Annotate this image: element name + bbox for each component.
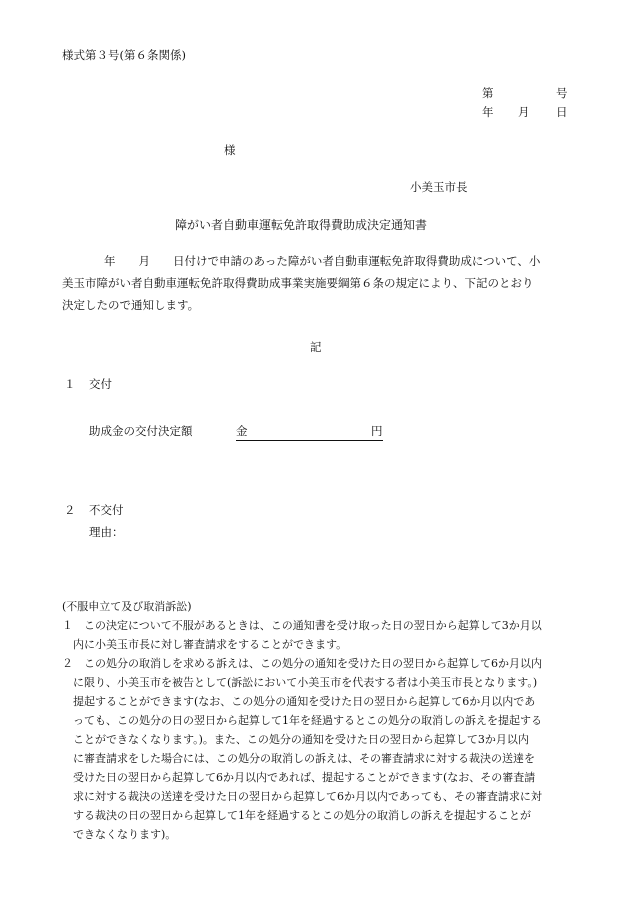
date-day: 日 [556,105,568,119]
note-line: できなくなります)。 [62,828,177,841]
grant-amount-label: 助成金の交付決定額 [89,424,193,438]
body-line: 決定したので通知します。 [62,298,200,312]
issuer: 小美玉市長 [410,180,468,194]
section1-label: 交付 [89,377,112,391]
notes-block [62,616,582,844]
date-year: 年 [482,105,494,119]
ki-label: 記 [310,340,322,354]
note-line: っても、この処分の日の翌日から起算して1年を経過するとこの処分の取消しの訴えを提起する [62,714,542,727]
section2-number: ２ [64,503,76,517]
note-line: 受けた日の翌日から起算して6か月以内であれば、提起することができます(なお、その審査請 [62,771,536,784]
body-line: 美玉市障がい者自動車運転免許取得費助成事業実施要綱第６条の規定により、下記のとおり [62,276,534,290]
notes-heading: (不服申立て及び取消訴訟) [62,600,192,613]
form-label: 様式第３号(第６条関係) [62,48,186,62]
note-line: に審査請求をした場合には、この処分の取消しの訴えは、その審査請求に対する裁決の送達を [62,752,535,765]
section2-label: 不交付 [89,503,124,517]
note-line: 内に小美玉市長に対し審査請求をすることができます。 [62,638,348,651]
document-number-suffix: 号 [556,86,568,100]
body-line: 年 月 日付けで申請のあった障がい者自動車運転免許取得費助成について、小 [104,254,541,268]
addressee-suffix: 様 [224,143,236,157]
note-line: 求に対する裁決の送達を受けた日の翌日から起算して6か月以内であっても、その審査請求に対 [62,790,542,803]
note-line: ２ この処分の取消しを求める訴えは、この処分の通知を受けた日の翌日から起算して6か月以内 [62,657,542,670]
document-number-prefix: 第 [482,86,494,100]
section1-number: １ [64,377,76,391]
reason-label: 理由： [89,525,124,539]
note-line: １ この決定について不服があるときは、この通知書を受け取った日の翌日から起算して3か月以 [62,619,542,632]
body-paragraph [62,250,582,316]
grant-unit: 円 [371,424,383,438]
document-title: 障がい者自動車運転免許取得費助成決定通知書 [175,218,428,232]
date-month: 月 [518,105,530,119]
note-line: に限り、小美玉市を被告として(訴訟において小美玉市を代表する者は小美玉市長となります。) [62,676,538,689]
note-line: 提起することができます(なお、この処分の通知を受けた日の翌日から起算して6か月以内であ [62,695,536,708]
grant-amount-line [236,426,383,441]
grant-currency: 金 [236,424,248,438]
note-line: ことができなくなります。)。また、この処分の通知を受けた日の翌日から起算して3か月以内 [62,733,529,746]
note-line: する裁決の日の翌日から起算して1年を経過するとこの処分の取消しの訴えを提起することが [62,809,531,822]
